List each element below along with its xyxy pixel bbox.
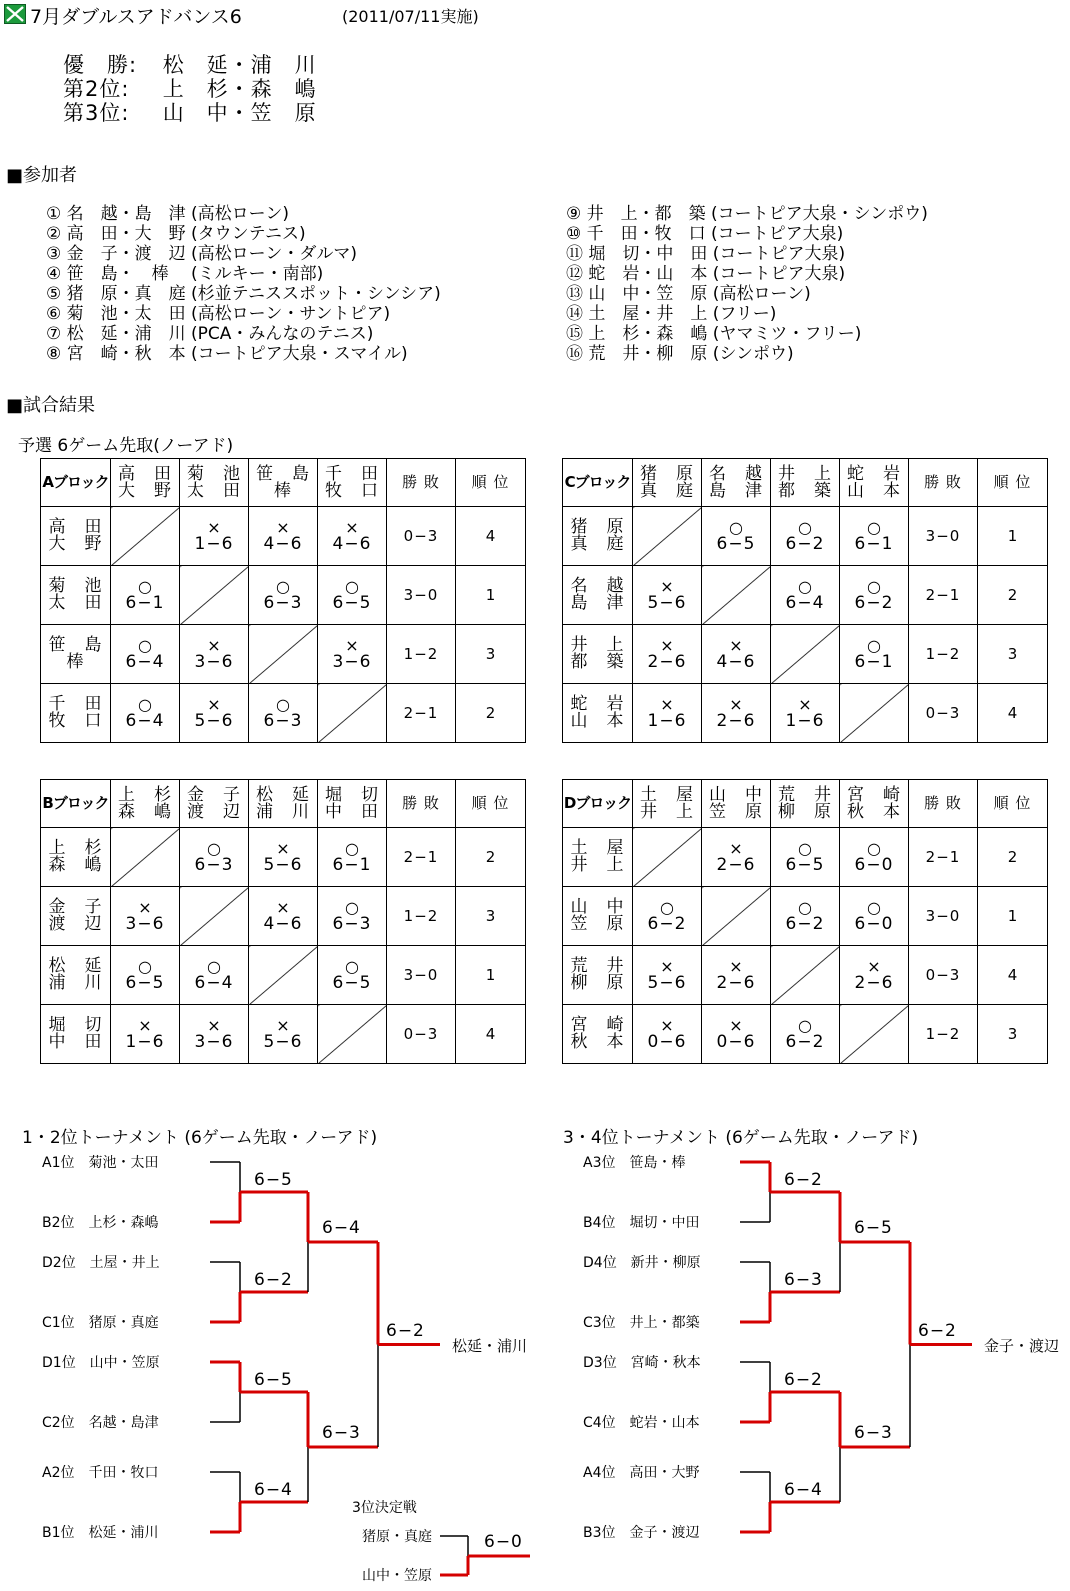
line: 浦 川: [256, 801, 310, 822]
line: 高 田: [48, 517, 103, 537]
round1-score: 6−2: [784, 1170, 823, 1190]
result-label: 第3位:: [63, 101, 130, 125]
rank: 4: [978, 684, 1048, 743]
line: 真 庭: [640, 480, 694, 501]
line: 1−6: [125, 1032, 165, 1052]
line: ×: [660, 957, 674, 976]
line: 1−6: [647, 711, 687, 731]
line: 4−6: [263, 914, 303, 934]
line: 3−6: [194, 1032, 234, 1052]
rank: 2: [456, 684, 526, 743]
bracket-entry: B1位 松延・浦川: [42, 1525, 159, 1541]
line: 1−6: [785, 711, 825, 731]
third-place-title: 3位決定戦: [352, 1500, 417, 1516]
line: 名 越: [570, 576, 625, 596]
win-loss: 1−2: [387, 887, 456, 946]
win-loss: 3−0: [909, 507, 978, 566]
win-loss: 1−2: [909, 1005, 978, 1064]
line: ○: [345, 957, 359, 976]
participant-item: ① 名 越・島 津 (高松ローン): [46, 204, 289, 224]
result-label: 第2位:: [63, 77, 130, 101]
line: 6−4: [125, 711, 165, 731]
rank: 4: [456, 507, 526, 566]
round1-score: 6−4: [784, 1480, 823, 1500]
rank-header: 順 位: [456, 780, 526, 828]
line: 6−4: [125, 652, 165, 672]
line: 蛇 岩: [847, 463, 901, 484]
line: 上 杉: [118, 784, 172, 805]
page-title: 7月ダブルスアドバンス6: [30, 6, 242, 28]
line: 荒 井: [570, 956, 625, 976]
participant-item: ⑧ 宮 崎・秋 本 (コートピア大泉・スマイル): [46, 344, 408, 364]
line: 笹 島: [256, 463, 310, 484]
wl-header: 勝 敗: [909, 459, 978, 507]
line: 松 延: [48, 956, 103, 976]
line: ×: [867, 957, 881, 976]
third-place-entry: 猪原・真庭: [362, 1529, 432, 1545]
line: ○: [345, 839, 359, 858]
participant-item: ⑯ 荒 井・柳 原 (シンポウ): [566, 344, 794, 364]
line: 6−1: [854, 652, 894, 672]
round2-score: 6−3: [854, 1423, 893, 1443]
rank: 3: [456, 625, 526, 684]
line: 笠 原: [709, 801, 763, 822]
win-loss: 0−3: [909, 946, 978, 1005]
win-loss: 2−1: [387, 684, 456, 743]
line: 0−6: [716, 1032, 756, 1052]
line: 堀 切: [48, 1015, 103, 1035]
line: ○: [345, 898, 359, 917]
rank: 2: [456, 828, 526, 887]
line: 笠 原: [570, 914, 625, 934]
line: 金 子: [48, 897, 103, 917]
line: 4−6: [716, 652, 756, 672]
win-loss: 1−2: [909, 625, 978, 684]
win-loss: 1−2: [387, 625, 456, 684]
line: 宮 崎: [570, 1015, 625, 1035]
line: 5−6: [263, 1032, 303, 1052]
bracket-entry: B2位 上杉・森嶋: [42, 1215, 159, 1231]
line: 高 田: [118, 463, 172, 484]
participant-item: ⑩ 千 田・牧 口 (コートピア大泉): [566, 224, 844, 244]
round2-score: 6−5: [854, 1218, 893, 1238]
result-names: 上 杉・森 嶋: [162, 77, 317, 101]
line: 6−3: [194, 855, 234, 875]
result-names: 松 延・浦 川: [162, 53, 317, 77]
line: 大 野: [48, 534, 103, 554]
bracket-entry: C1位 猪原・真庭: [42, 1315, 159, 1331]
line: ○: [798, 898, 812, 917]
participants-heading: ■参加者: [6, 165, 78, 186]
round1-score: 6−3: [784, 1270, 823, 1290]
participant-item: ④ 笹 島・ 棒 (ミルキー・南部): [46, 264, 324, 284]
line: 6−2: [854, 593, 894, 613]
bracket-entry: D2位 土屋・井上: [42, 1255, 160, 1271]
win-loss: 3−0: [387, 946, 456, 1005]
result-label: 優 勝:: [63, 53, 138, 77]
line: 棒: [66, 652, 85, 672]
line: 土 屋: [640, 784, 694, 805]
result-names: 山 中・笠 原: [162, 101, 317, 125]
rank: 1: [456, 566, 526, 625]
line: ○: [867, 636, 881, 655]
rank: 2: [978, 828, 1048, 887]
line: 名 越: [709, 463, 763, 484]
line: 6−4: [785, 593, 825, 613]
line: 牧 口: [325, 480, 379, 501]
line: ○: [138, 695, 152, 714]
final-score: 6−2: [386, 1320, 425, 1341]
line: ×: [207, 636, 221, 655]
win-loss: 0−3: [909, 684, 978, 743]
line: 森 嶋: [48, 855, 103, 875]
third-place-entry: 山中・笠原: [362, 1568, 432, 1584]
prelim-heading: 予選 6ゲーム先取(ノーアド): [18, 436, 234, 456]
round1-score: 6−5: [254, 1170, 293, 1190]
line: 3−6: [125, 914, 165, 934]
line: 6−5: [332, 973, 372, 993]
line: ×: [729, 839, 743, 858]
line: 井 上: [570, 635, 625, 655]
line: ×: [729, 957, 743, 976]
line: ×: [660, 695, 674, 714]
bracket-entry: B3位 金子・渡辺: [583, 1525, 700, 1541]
line: 6−5: [785, 855, 825, 875]
line: ×: [207, 695, 221, 714]
participant-item: ⑫ 蛇 岩・山 本 (コートピア大泉): [566, 264, 846, 284]
line: 3−6: [194, 652, 234, 672]
line: 山 本: [570, 711, 625, 731]
line: 井 上: [778, 463, 832, 484]
line: 山 中: [570, 897, 625, 917]
event-date: (2011/07/11実施): [342, 7, 479, 26]
line: 5−6: [647, 593, 687, 613]
line: 蛇 岩: [570, 694, 625, 714]
line: 牧 口: [48, 711, 103, 731]
line: 上 杉: [48, 838, 103, 858]
line: 6−1: [854, 534, 894, 554]
win-loss: 0−3: [387, 1005, 456, 1064]
line: 都 築: [778, 480, 832, 501]
line: ×: [207, 1016, 221, 1035]
participant-item: ⑪ 堀 切・中 田 (コートピア大泉): [566, 244, 846, 264]
line: ○: [207, 957, 221, 976]
win-loss: 3−0: [909, 887, 978, 946]
line: 6−5: [332, 593, 372, 613]
line: 中 田: [325, 801, 379, 822]
line: ○: [867, 577, 881, 596]
wl-header: 勝 敗: [909, 780, 978, 828]
line: 渡 辺: [48, 914, 103, 934]
line: 千 田: [48, 694, 103, 714]
line: ×: [276, 1016, 290, 1035]
line: ×: [276, 898, 290, 917]
line: 松 延: [256, 784, 310, 805]
bracket-entry: B4位 堀切・中田: [583, 1215, 700, 1231]
final-score: 6−2: [918, 1320, 957, 1341]
rank-header: 順 位: [978, 780, 1048, 828]
bracket-entry: D3位 宮崎・秋本: [583, 1355, 701, 1371]
tournament-34-title: 3・4位トーナメント (6ゲーム先取・ノーアド): [563, 1128, 919, 1148]
champion-name: 松延・浦川: [452, 1336, 528, 1355]
participant-item: ③ 金 子・渡 辺 (高松ローン・ダルマ): [46, 244, 357, 264]
participant-item: ⑮ 上 杉・森 嶋 (ヤマミツ・フリー): [566, 324, 862, 344]
rank: 4: [456, 1005, 526, 1064]
line: ○: [867, 898, 881, 917]
line: ×: [660, 636, 674, 655]
win-loss: 0−3: [387, 507, 456, 566]
line: 都 築: [570, 652, 625, 672]
line: 千 田: [325, 463, 379, 484]
line: 0−6: [647, 1032, 687, 1052]
line: 秋 本: [570, 1032, 625, 1052]
line: 荒 井: [778, 784, 832, 805]
win-loss: 2−1: [387, 828, 456, 887]
wl-header: 勝 敗: [387, 459, 456, 507]
line: ○: [276, 695, 290, 714]
line: 井 上: [640, 801, 694, 822]
line: ○: [138, 636, 152, 655]
line: ×: [729, 695, 743, 714]
rank: 1: [456, 946, 526, 1005]
line: ○: [729, 518, 743, 537]
line: 柳 原: [570, 973, 625, 993]
rank-header: 順 位: [978, 459, 1048, 507]
line: ○: [138, 577, 152, 596]
line: ×: [729, 636, 743, 655]
line: 島 津: [570, 593, 625, 613]
line: 菊 池: [187, 463, 241, 484]
rank: 3: [978, 625, 1048, 684]
participant-item: ⑤ 猪 原・真 庭 (杉並テニススポット・シンシア): [46, 284, 441, 304]
line: 中 田: [48, 1032, 103, 1052]
line: 太 田: [187, 480, 241, 501]
line: 猪 原: [640, 463, 694, 484]
bracket-entry: C4位 蛇岩・山本: [583, 1415, 700, 1431]
rank: 4: [978, 946, 1048, 1005]
line: 山 中: [709, 784, 763, 805]
line: 5−6: [647, 973, 687, 993]
rank: 1: [978, 507, 1048, 566]
bracket-entry: C3位 井上・都築: [583, 1315, 700, 1331]
line: 柳 原: [778, 801, 832, 822]
rank: 3: [456, 887, 526, 946]
line: ×: [138, 898, 152, 917]
block-label: Dブロック: [563, 780, 633, 828]
champion-name: 金子・渡辺: [984, 1336, 1060, 1355]
line: 6−2: [785, 1032, 825, 1052]
line: 3−6: [332, 652, 372, 672]
bracket-entry: D4位 新井・柳原: [583, 1255, 701, 1271]
line: 6−4: [194, 973, 234, 993]
line: ×: [276, 839, 290, 858]
round2-score: 6−4: [322, 1218, 361, 1238]
tournament-12-title: 1・2位トーナメント (6ゲーム先取・ノーアド): [22, 1128, 378, 1148]
block-label: Cブロック: [563, 459, 633, 507]
line: 渡 辺: [187, 801, 241, 822]
participant-item: ② 高 田・大 野 (タウンテニス): [46, 224, 306, 244]
round2-score: 6−3: [322, 1423, 361, 1443]
rank: 1: [978, 887, 1048, 946]
line: ○: [138, 957, 152, 976]
line: ○: [867, 518, 881, 537]
bracket-entry: A1位 菊池・太田: [42, 1155, 159, 1171]
line: ×: [345, 636, 359, 655]
line: 2−6: [854, 973, 894, 993]
line: 6−0: [854, 914, 894, 934]
round1-score: 6−4: [254, 1480, 293, 1500]
rank-header: 順 位: [456, 459, 526, 507]
third-place-score: 6−0: [484, 1532, 523, 1552]
line: ○: [798, 839, 812, 858]
participant-item: ⑦ 松 延・浦 川 (PCA・みんなのテニス): [46, 324, 374, 344]
round1-score: 6−5: [254, 1370, 293, 1390]
line: 土 屋: [570, 838, 625, 858]
line: 宮 崎: [847, 784, 901, 805]
bracket-entry: D1位 山中・笠原: [42, 1355, 160, 1371]
line: ○: [798, 518, 812, 537]
bracket-entry: A3位 笹島・棒: [583, 1155, 686, 1171]
line: 井 上: [570, 855, 625, 875]
line: 島 津: [709, 480, 763, 501]
line: ○: [660, 898, 674, 917]
bracket-entry: A4位 高田・大野: [583, 1465, 700, 1481]
line: ×: [345, 518, 359, 537]
line: 6−5: [716, 534, 756, 554]
rank: 2: [978, 566, 1048, 625]
line: 棒: [274, 480, 292, 501]
line: ×: [276, 518, 290, 537]
round1-score: 6−2: [784, 1370, 823, 1390]
bracket-entry: A2位 千田・牧口: [42, 1465, 159, 1481]
line: ×: [729, 1016, 743, 1035]
round1-score: 6−2: [254, 1270, 293, 1290]
line: ×: [660, 1016, 674, 1035]
line: 5−6: [194, 711, 234, 731]
line: 6−2: [647, 914, 687, 934]
line: ×: [138, 1016, 152, 1035]
line: ○: [798, 1016, 812, 1035]
line: 1−6: [194, 534, 234, 554]
line: 6−1: [332, 855, 372, 875]
line: 笹 島: [48, 635, 103, 655]
line: 2−6: [716, 711, 756, 731]
block-label: Aブロック: [41, 459, 111, 507]
win-loss: 2−1: [909, 828, 978, 887]
line: ○: [345, 577, 359, 596]
participant-item: ⑥ 菊 池・太 田 (高松ローン・サントピア): [46, 304, 391, 324]
rank: 3: [978, 1005, 1048, 1064]
line: 菊 池: [48, 576, 103, 596]
line: 6−5: [125, 973, 165, 993]
line: 2−6: [716, 973, 756, 993]
line: 浦 川: [48, 973, 103, 993]
line: 2−6: [716, 855, 756, 875]
line: 6−3: [263, 593, 303, 613]
line: 6−2: [785, 534, 825, 554]
line: 金 子: [187, 784, 241, 805]
participant-item: ⑬ 山 中・笠 原 (高松ローン): [566, 284, 811, 304]
line: 6−2: [785, 914, 825, 934]
wl-header: 勝 敗: [387, 780, 456, 828]
line: 6−3: [263, 711, 303, 731]
line: 6−0: [854, 855, 894, 875]
line: ×: [798, 695, 812, 714]
line: 秋 本: [847, 801, 901, 822]
line: 猪 原: [570, 517, 625, 537]
bracket-entry: C2位 名越・島津: [42, 1415, 159, 1431]
line: 6−3: [332, 914, 372, 934]
line: ○: [276, 577, 290, 596]
line: 4−6: [263, 534, 303, 554]
win-loss: 3−0: [387, 566, 456, 625]
line: 太 田: [48, 593, 103, 613]
line: 山 本: [847, 480, 901, 501]
win-loss: 2−1: [909, 566, 978, 625]
participant-item: ⑨ 井 上・都 築 (コートピア大泉・シンポウ): [566, 204, 928, 224]
line: 4−6: [332, 534, 372, 554]
participant-item: ⑭ 土 屋・井 上 (フリー): [566, 304, 777, 324]
line: 堀 切: [325, 784, 379, 805]
line: ○: [207, 839, 221, 858]
line: 真 庭: [570, 534, 625, 554]
line: ×: [660, 577, 674, 596]
line: ×: [207, 518, 221, 537]
line: 大 野: [118, 480, 172, 501]
line: 2−6: [647, 652, 687, 672]
line: ○: [798, 577, 812, 596]
line: ○: [867, 839, 881, 858]
results-heading: ■試合結果: [6, 395, 96, 416]
line: 5−6: [263, 855, 303, 875]
line: 森 嶋: [118, 801, 172, 822]
line: 6−1: [125, 593, 165, 613]
block-label: Bブロック: [41, 780, 111, 828]
